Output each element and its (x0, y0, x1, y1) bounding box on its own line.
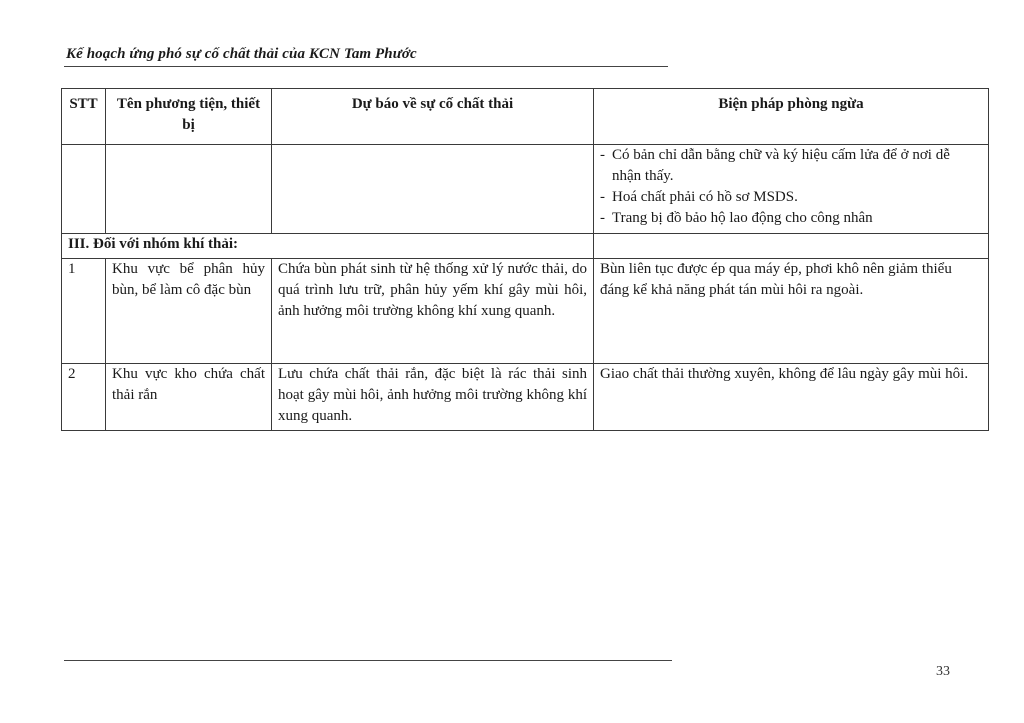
cell-prevention: Giao chất thải thường xuyên, không để lâu ngày gây mùi hôi. (594, 364, 989, 431)
cell-prevention: Bùn liên tục được ép qua máy ép, phơi khô nên giảm thiểu đáng kể khả năng phát tán mùi hôi ra ngoài. (594, 259, 989, 364)
table-row (62, 259, 989, 364)
page-header-title: Kế hoạch ứng phó sự cố chất thải của KCN Tam Phước (66, 46, 417, 62)
cell-prevention-measures (594, 145, 989, 234)
prevention-measure-list (600, 145, 982, 229)
table-row (62, 364, 989, 431)
cell-group-empty (594, 234, 989, 259)
table-header-row (62, 89, 989, 145)
list-item: - Hoá chất phải có hồ sơ MSDS. (600, 187, 982, 208)
page-number: 33 (936, 664, 950, 679)
column-header-stt: STT (62, 89, 106, 145)
cell-name-empty (106, 145, 272, 234)
table-group-row (62, 234, 989, 259)
cell-forecast-empty (272, 145, 594, 234)
column-header-forecast: Dự báo về sự cố chất thải (272, 89, 594, 145)
cell-equipment-name: Khu vực kho chứa chất thải rắn (106, 364, 272, 431)
footer-divider (64, 660, 672, 661)
cell-stt: 1 (62, 259, 106, 364)
list-item: - Trang bị đồ bảo hộ lao động cho công nhân (600, 208, 982, 229)
cell-forecast: Lưu chứa chất thải rắn, đặc biệt là rác thải sinh hoạt gây mùi hôi, ảnh hưởng môi trường không khí xung quanh. (272, 364, 594, 431)
cell-equipment-name: Khu vực bể phân hủy bùn, bể làm cô đặc bùn (106, 259, 272, 364)
cell-stt: 2 (62, 364, 106, 431)
table-row-continued (62, 145, 989, 234)
list-item: - Có bản chỉ dẫn bằng chữ và ký hiệu cấm lửa để ở nơi dễ nhận thấy. (600, 145, 982, 187)
measures-table (61, 88, 989, 431)
column-header-equipment: Tên phương tiện, thiết bị (106, 89, 272, 145)
header-divider (64, 66, 668, 67)
group-label: III. Đối với nhóm khí thải: (62, 234, 594, 259)
column-header-prevention: Biện pháp phòng ngừa (594, 89, 989, 145)
cell-forecast: Chứa bùn phát sinh từ hệ thống xử lý nước thải, do quá trình lưu trữ, phân hủy yếm khí gây mùi hôi, ảnh hưởng môi trường không khí xung quanh. (272, 259, 594, 364)
cell-stt-empty (62, 145, 106, 234)
